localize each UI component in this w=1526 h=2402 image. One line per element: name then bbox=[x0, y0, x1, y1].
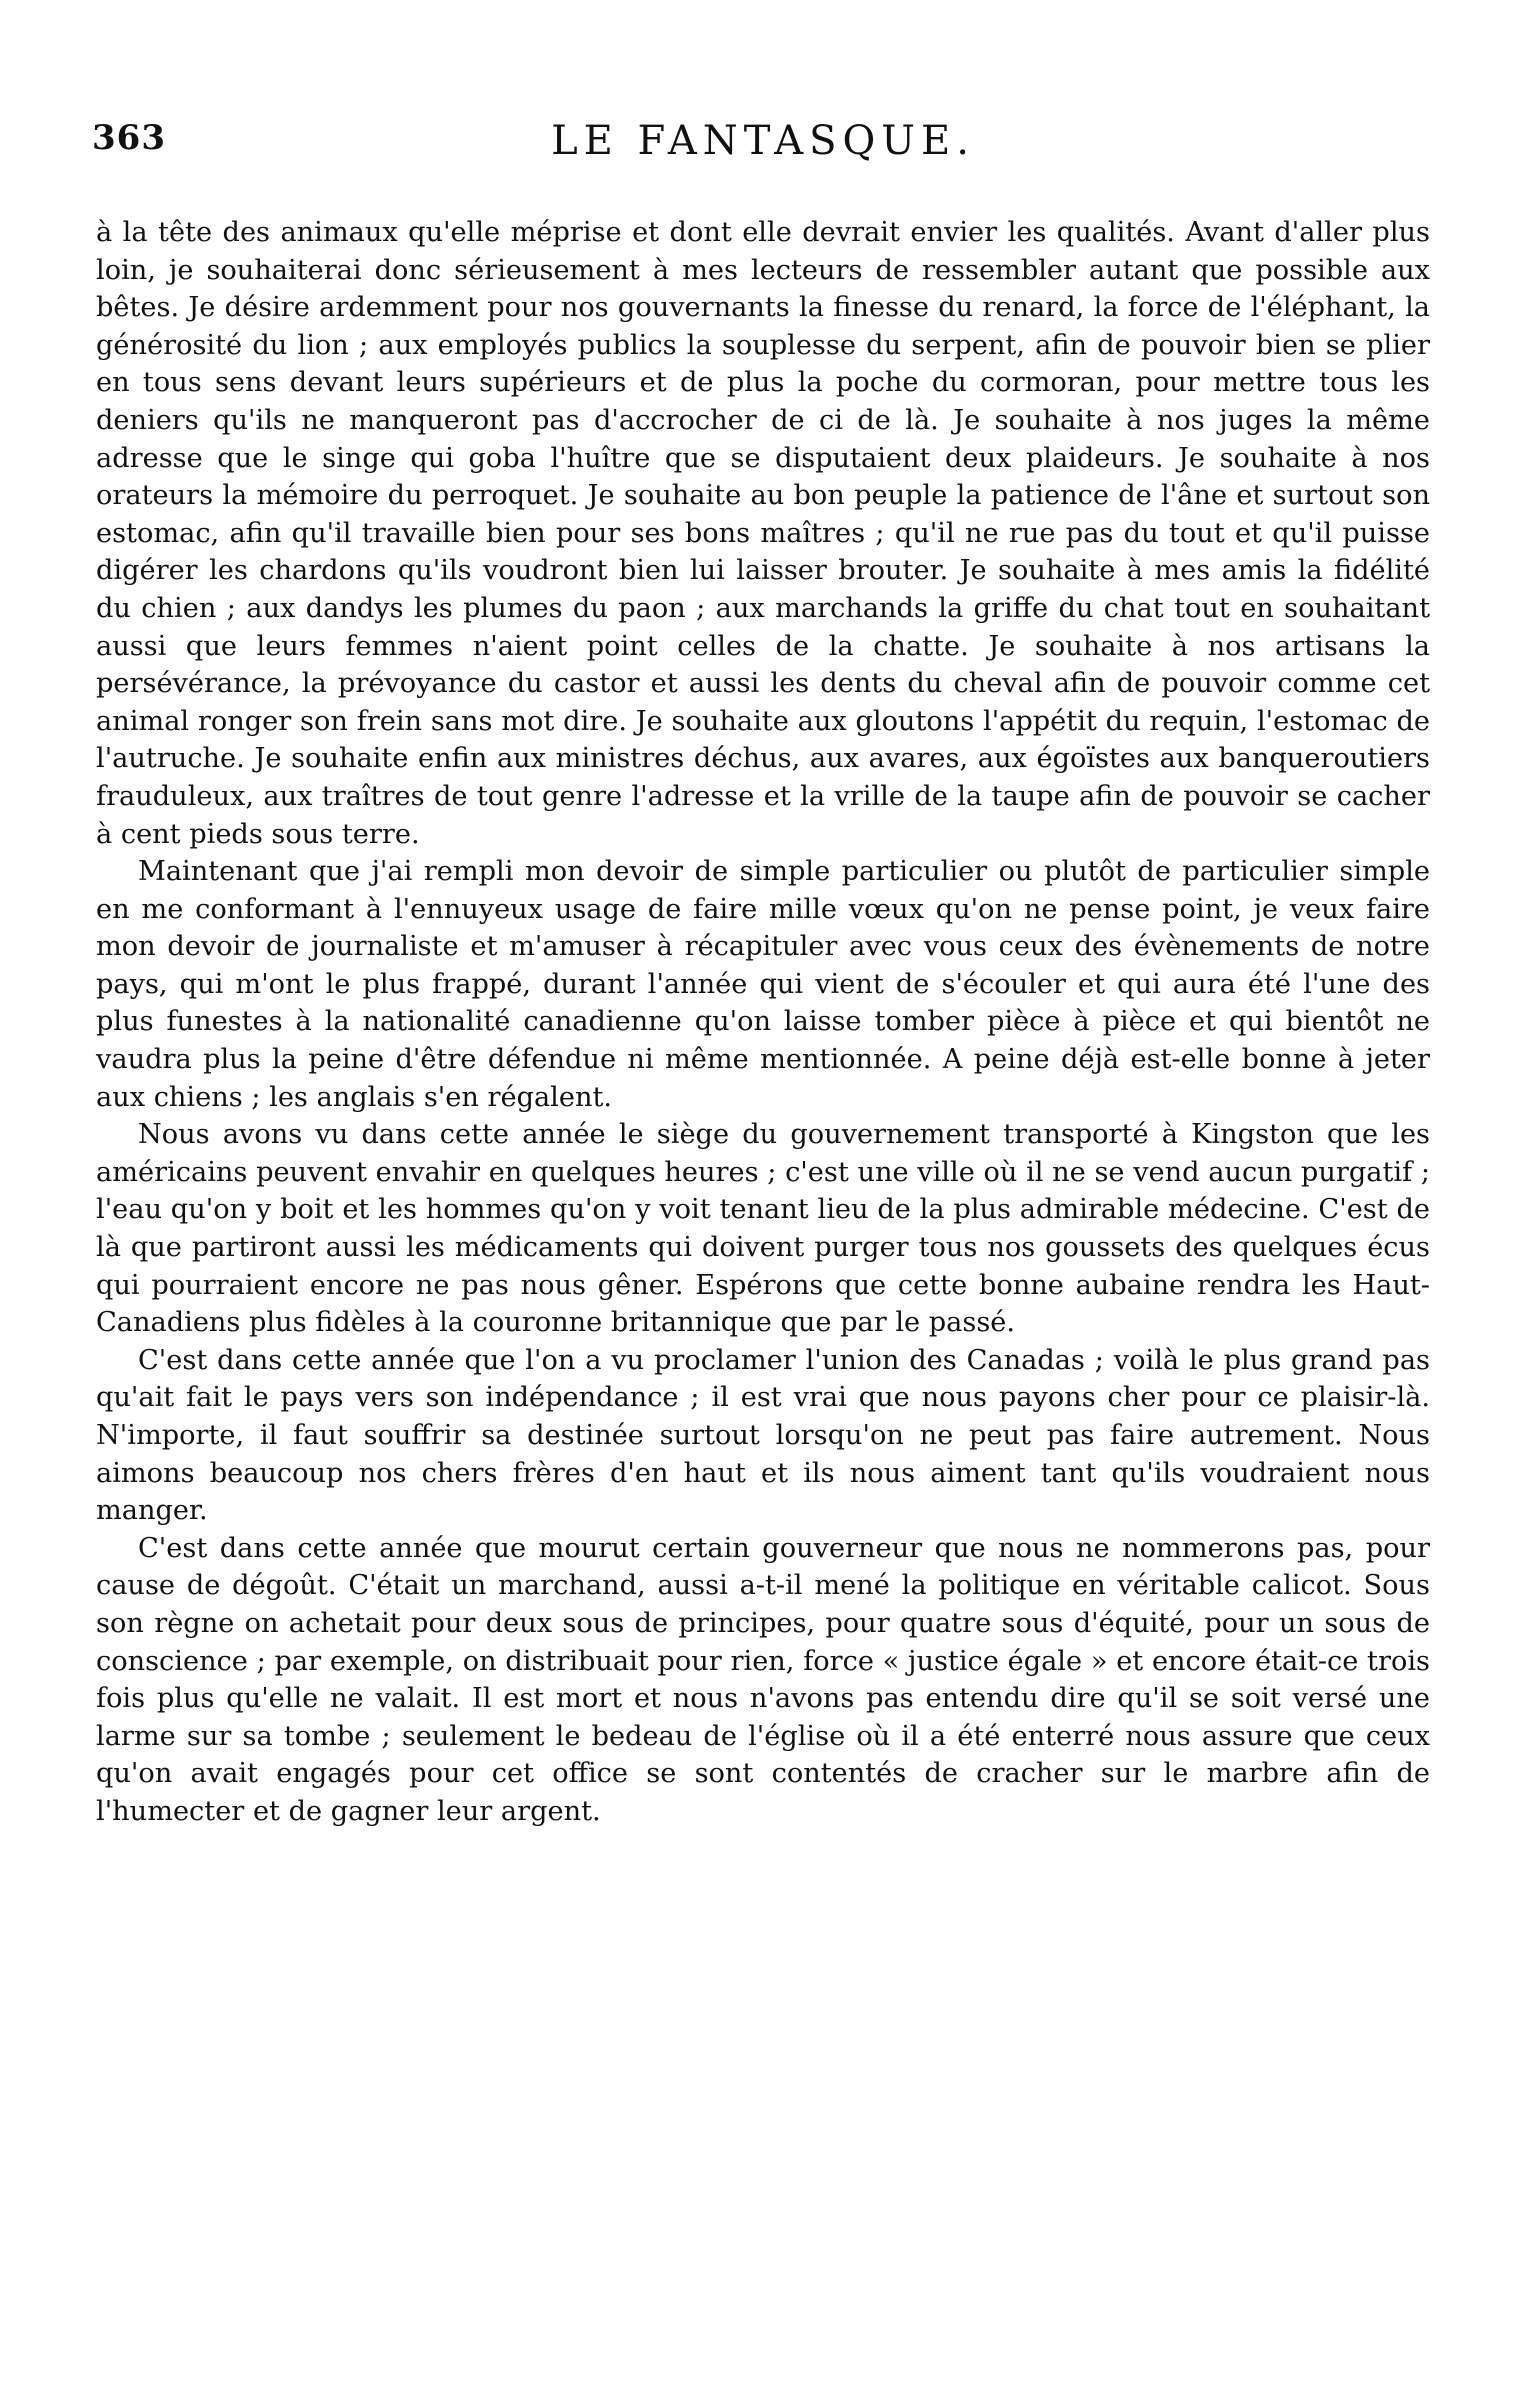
page-header bbox=[60, 118, 1466, 178]
paragraph: Nous avons vu dans cette année le siège du gouvernement transporté à Kingston que les américains peuvent envahir en quelques heures ; c'est une ville où il ne se vend aucun purgatif ; l'eau qu'on y boit et les hommes qu'on y voit tenant lieu de la plus admirable médecine. C'est de là que partiront aussi les médicaments qui doivent purger tous nos goussets des quelques écus qui pourraient encore ne pas nous gêner. Espérons que cette bonne aubaine rendra les Haut-Canadiens plus fidèles à la couronne britannique que par le passé. bbox=[96, 1119, 1430, 1339]
running-title: LE FANTASQUE. bbox=[551, 118, 975, 164]
paragraph: Maintenant que j'ai rempli mon devoir de simple particulier ou plutôt de particulier simple en me conformant à l'ennuyeux usage de faire mille vœux qu'on ne pense point, je veux faire mon devoir de journaliste et m'amuser à récapituler avec vous ceux des évènements de notre pays, qui m'ont le plus frappé, durant l'année qui vient de s'écouler et qui aura été l'une des plus funestes à la nationalité canadienne qu'on laisse tomber pièce à pièce et qui bientôt ne vaudra plus la peine d'être défendue ni même mentionnée. A peine déjà est-elle bonne à jeter aux chiens ; les anglais s'en régalent. bbox=[96, 856, 1430, 1113]
paragraph-continued: à la tête des animaux qu'elle méprise et dont elle devrait envier les qualités. Avant d'aller plus loin, je souhaiterai donc sérieusement à mes lecteurs de ressembler autant que possible aux bêtes. Je désire ardemment pour nos gouvernants la finesse du renard, la force de l'éléphant, la générosité du lion ; aux employés publics la souplesse du serpent, afin de pouvoir bien se plier en tous sens devant leurs supérieurs et de plus la poche du cormoran, pour mettre tous les deniers qu'ils ne manqueront pas d'accrocher de ci de là. Je souhaite à nos juges la même adresse que le singe qui goba l'huître que se disputaient deux plaideurs. Je souhaite à nos orateurs la mémoire du perroquet. Je souhaite au bon peuple la patience de l'âne et surtout son estomac, afin qu'il travaille bien pour ses bons maîtres ; qu'il ne rue pas du tout et qu'il puisse digérer les chardons qu'ils voudront bien lui laisser brouter. Je souhaite à mes amis la fidélité du chien ; aux dandys les plumes du paon ; aux marchands la griffe du chat tout en souhaitant aussi que leurs femmes n'aient point celles de la chatte. Je souhaite à nos artisans la persévérance, la prévoyance du castor et aussi les dents du cheval afin de pouvoir comme cet animal ronger son frein sans mot dire. Je souhaite aux gloutons l'appétit du requin, l'estomac de l'autruche. Je souhaite enfin aux ministres déchus, aux avares, aux égoïstes aux banqueroutiers frauduleux, aux traîtres de tout genre l'adresse et la vrille de la taupe afin de pouvoir se cacher à cent pieds sous terre. bbox=[96, 217, 1430, 850]
paragraph: C'est dans cette année que mourut certain gouverneur que nous ne nommerons pas, pour cause de dégoût. C'était un marchand, aussi a-t-il mené la politique en véritable calicot. Sous son règne on achetait pour deux sous de principes, pour quatre sous d'équité, pour un sous de conscience ; par exemple, on distribuait pour rien, force « justice égale » et encore était-ce trois fois plus qu'elle ne valait. Il est mort et nous n'avons pas entendu dire qu'il se soit versé une larme sur sa tombe ; seulement le bedeau de l'église où il a été enterré nous assure que ceux qu'on avait engagés pour cet office se sont contentés de cracher sur le marbre afin de l'humecter et de gagner leur argent. bbox=[96, 1532, 1430, 1827]
page-number: 363 bbox=[92, 118, 166, 158]
paragraph: C'est dans cette année que l'on a vu proclamer l'union des Canadas ; voilà le plus grand pas qu'ait fait le pays vers son indépendance ; il est vrai que nous payons cher pour ce plaisir-là. N'importe, il faut souffrir sa destinée surtout lorsqu'on ne peut pas faire autrement. Nous aimons beaucoup nos chers frères d'en haut et ils nous aiment tant qu'ils voudraient nous manger. bbox=[96, 1344, 1430, 1527]
body-text bbox=[96, 214, 1430, 1831]
